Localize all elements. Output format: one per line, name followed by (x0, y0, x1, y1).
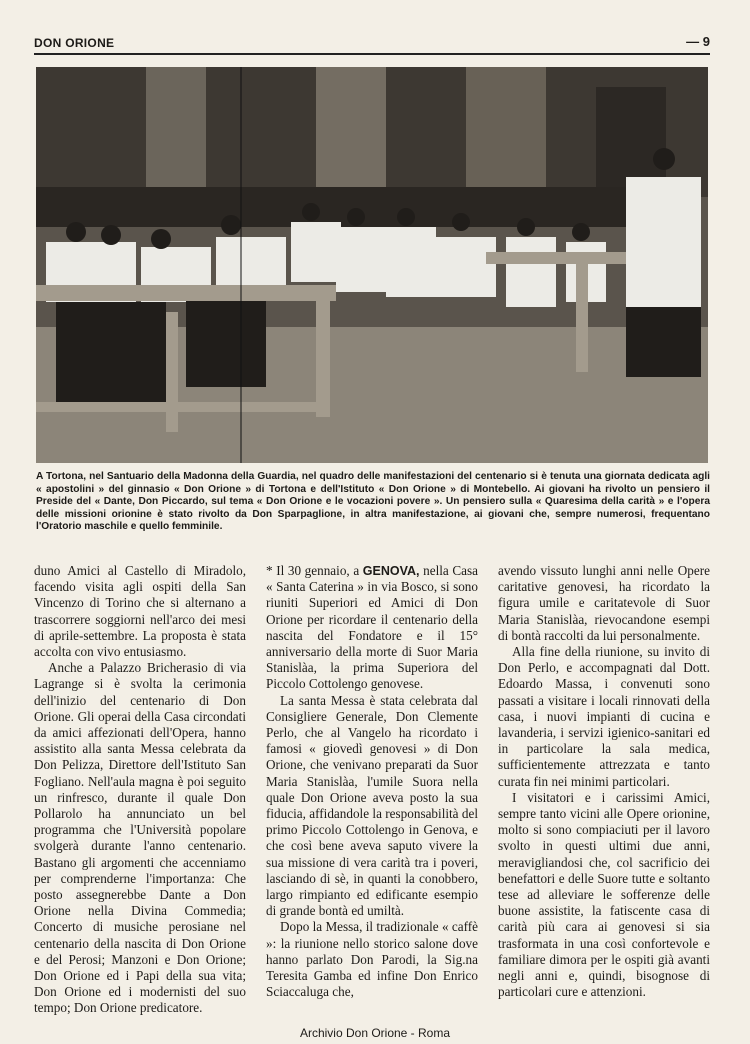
paragraph: Dopo la Messa, il tradizionale « caffè »: la riunione nello storico salone dove hanno parlato Don Parodi, la Sig.na Teresita Gamba ed infine Don Enrico Sciaccaluga che, (266, 919, 478, 1000)
paragraph: La santa Messa è stata celebrata dal Consigliere Generale, Don Clemente Perlo, che al Vangelo ha ricordato i famosi « giovedì genovesi » di Don Orione, che venivano preparati da Suor Maria Stanislàa, l'umile Suora nella quale Don Orione aveva posto la sua fiducia, affidandole la responsabilità del primo Piccolo Cottolengo in Genova, e che così bene aveva saputo vivere la sua missione di vera carità tra i poveri, lasciando di sè, in quanti la conobbero, largo rimpianto ed edificante esempio di grande bontà ed umiltà. (266, 692, 478, 919)
footer-label: Archivio Don Orione - Roma (294, 1026, 456, 1040)
article-column-2 (266, 563, 478, 1000)
magazine-title: DON ORIONE (34, 36, 115, 50)
article-column-3 (498, 563, 710, 1000)
paragraph: I visitatori e i carissimi Amici, sempre tanto vicini alle Opere orionine, molto si sono compiaciuti per il lavoro svolto in questi ultimi due anni, meravigliandosi che, col sacrificio dei benefattori e delle Suore tutte e soltanto tese ad alleviare le sofferenze delle buone assistite, la fatiscente casa di carità più cara ai genovesi si sia trasformata in una così confortevole e familiare dimora per le ospiti già avanti negli anni e, quindi, bisognose di particolari cure e attenzioni. (498, 789, 710, 1000)
paragraph-lead: * Il 30 gennaio, a (266, 563, 360, 578)
choir-photo (36, 67, 708, 463)
paragraph: avendo vissuto lunghi anni nelle Opere caritative genovesi, ha ricordato la figura umile e caritatevole di Suor Maria Stanislàa, rievocandone esempi di bontà raccolti da lui personalmente. (498, 563, 710, 643)
photo-illustration (36, 67, 708, 463)
city-name: GENOVA, (362, 564, 420, 578)
archive-footer (0, 1026, 750, 1040)
paragraph-body: nella Casa « Santa Caterina » in via Bosco, si sono riuniti Superiori ed Amici di Don Orione per ricordare il centenario della nascita del Fondatore e il 15° anniversario della morte di Suor Maria Stanislàa, la prima Superiora del Piccolo Cottolengo genovese. (266, 563, 478, 692)
article-column-1 (34, 563, 246, 1017)
genova-paragraph (266, 563, 478, 693)
page-header (34, 33, 710, 55)
photo-caption: A Tortona, nel Santuario della Madonna della Guardia, nel quadro delle manifestazioni del centenario si è tenuta una giornata dedicata agli « apostolini » del ginnasio « Don Orione » di Tortona e dell'Istituto « Don Orione » di Montebello. Ai giovani ha rivolto un pensiero il Preside del « Dante, Don Piccardo, sul tema « Don Orione e le vocazioni povere ». Un pensiero sulla « Quaresima della carità » e l'opera delle missioni orionine è stato rivolto da Don Sparpaglione, in altra manifestazione, ai giovani che, sempre numerosi, frequentano l'Oratorio maschile e quello femminile. (36, 471, 710, 533)
paragraph: duno Amici al Castello di Miradolo, facendo visita agli ospiti della San Vincenzo di Torino che si alternano a trascorrere soggiorni nell'arco dei mesi di aprile-settembre. La proposta è stata accolta con vivo entusiasmo. (34, 563, 246, 660)
paragraph: Alla fine della riunione, su invito di Don Perlo, e accompagnati dal Dott. Edoardo Massa, i convenuti sono passati a visitare i locali rinnovati della casa, i nuovi impianti di cucina e lavanderia, i servizi igienico-sanitari ed in particolare la sala medica, sufficientemente attrezzata e tanto curata fin nei minimi particolari. (498, 644, 710, 789)
paragraph: Anche a Palazzo Bricherasio di via Lagrange si è svolta la cerimonia dell'inizio del centenario di Don Orione. Gli operai della Casa circondati da amici affezionati dell'Opera, hanno assistito alla santa Messa celebrata da Don Pelizza, Direttore dell'Istituto San Fogliano. Nell'aula magna è poi seguito un rinfresco, durante il quale Don Pollarolo ha annunciato un bel programma che l'Università popolare svolgerà durante l'anno centenario. Bastano gli argomenti che accenniamo per comprenderne l'importanza: Che posto assegnerebbe Dante a Don Orione nella Divina Commedia; Concerto di musiche perosiane nel centenario della nascita di Don Orione e del Perosi; Manzoni e Don Orione; Don Orione ed i Papi della sua vita; Don Orione ed i modernisti del suo tempo; Don Orione predicatore. (34, 660, 246, 1016)
page-number: — 9 (686, 34, 710, 49)
